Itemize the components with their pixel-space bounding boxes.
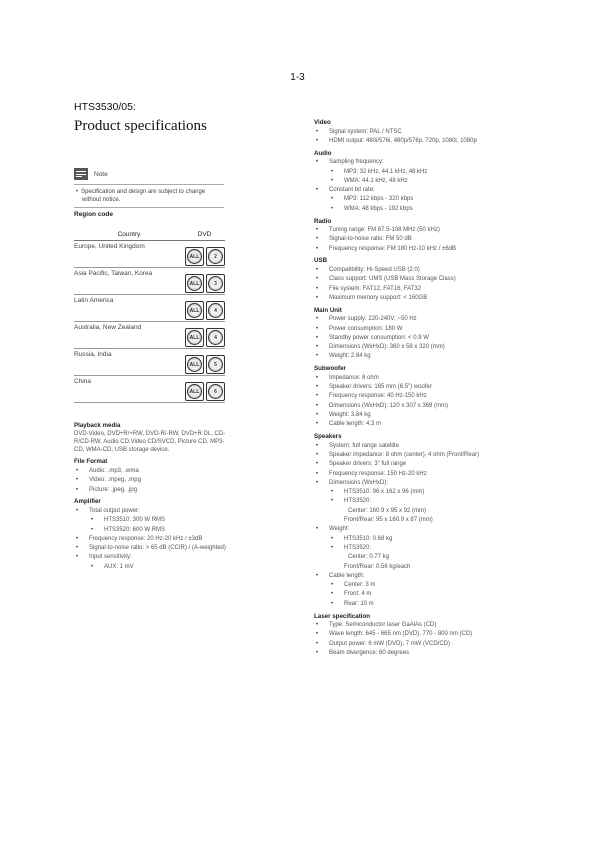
right-specs: [314, 115, 504, 659]
list-item: • Maximum memory support: < 160GB: [314, 295, 504, 303]
region-code-label: ALL: [187, 249, 202, 264]
region-code-label: ALL: [187, 276, 202, 291]
region-row: [74, 268, 225, 295]
list-item: • Dimensions (WxHxD):: [314, 480, 504, 488]
file-format-heading: File Format: [74, 458, 108, 466]
list-item: • Dimensions (WxHxD): 360 x 58 x 320 (mm): [314, 344, 504, 352]
region-code-label: 4: [208, 330, 223, 345]
region-disc-icon: [206, 247, 225, 266]
country-column-header: Country: [117, 230, 141, 238]
region-disc-icon: [206, 355, 225, 374]
region-disc-icon: [185, 355, 204, 374]
main-unit-heading: Main Unit: [314, 306, 342, 314]
page-number: 1-3: [290, 72, 305, 83]
region-row: [74, 322, 225, 349]
list-item: • HDMI output: 480i/576i, 480p/576p, 720p, 1080i, 1080p: [314, 138, 504, 146]
region-code-label: ALL: [187, 303, 202, 318]
region-code-label: 3: [208, 276, 223, 291]
amplifier-list: [74, 508, 234, 572]
region-code-label: ALL: [187, 384, 202, 399]
note-icon: [74, 168, 88, 180]
list-item: • Frequency response: 20 Hz-20 kHz / ±3dB: [74, 536, 234, 544]
list-item: • Power consumption: 180 W: [314, 326, 504, 334]
list-item: • Impedance: 8 ohm: [314, 375, 504, 383]
usb-list: [314, 267, 504, 303]
region-dvd-logos: [184, 241, 225, 267]
region-code-heading: Region code: [74, 211, 114, 218]
region-country: China: [74, 378, 91, 385]
list-item: • HTS3520:: [314, 498, 504, 506]
usb-heading: USB: [314, 257, 328, 265]
list-item: • Sampling frequency:: [314, 159, 504, 167]
list-item: • Wave length: 645 - 665 nm (DVD), 770 - 800 nm (CD): [314, 631, 504, 639]
list-item: • MP3: 32 kHz, 44.1 kHz, 48 kHz: [314, 169, 504, 177]
note-text: • Specification and design are subject to change without notice.: [74, 185, 224, 207]
list-item: • Total output power:: [74, 508, 234, 516]
note-box: [74, 166, 224, 208]
region-code-label: 5: [208, 357, 223, 372]
radio-heading: Radio: [314, 217, 332, 225]
list-item: • Frequency response: FM 180 Hz-10 kHz / ±6dB: [314, 246, 504, 254]
region-country: Europe, United Kingdom: [74, 243, 145, 250]
region-row: [74, 241, 225, 268]
region-disc-icon: [206, 382, 225, 401]
list-item: • HTS3520:: [314, 545, 504, 553]
list-item: • Weight:: [314, 526, 504, 534]
list-item: • Output power: 6 mW (DVD), 7 mW (VCD/CD): [314, 641, 504, 649]
region-disc-icon: [185, 382, 204, 401]
region-row: [74, 295, 225, 322]
laser-list: [314, 622, 504, 658]
subwoofer-list: [314, 375, 504, 429]
subwoofer-heading: Subwoofer: [314, 365, 346, 373]
list-item: • Speaker drivers: 3" full range: [314, 461, 504, 469]
region-country: Australia, New Zealand: [74, 324, 142, 331]
list-item: • Picture: .jpeg, .jpg: [74, 487, 234, 495]
list-item: • Speaker drivers: 165 mm (6.5") woofer: [314, 384, 504, 392]
region-disc-icon: [185, 301, 204, 320]
list-item: Front/Rear: 95 x 160.9 x 87 (mm): [344, 517, 433, 524]
model-number: HTS3530/05:: [74, 101, 136, 113]
list-item: • Dimensions (WxHxD): 120 x 307 x 369 (mm): [314, 403, 504, 411]
list-item: • Beam divergence: 60 degrees: [314, 650, 504, 658]
region-country: Latin America: [74, 297, 114, 304]
region-table-header: [74, 228, 225, 241]
region-code-label: 4: [208, 303, 223, 318]
list-item: • Rear: 10 m: [314, 601, 504, 609]
list-item: • MP3: 112 kbps - 320 kbps: [314, 196, 504, 204]
region-code-label: 6: [208, 384, 223, 399]
video-heading: Video: [314, 119, 331, 126]
region-row: [74, 349, 225, 376]
left-specs: [74, 418, 234, 573]
list-item: • HTS3520: 600 W RMS: [74, 527, 234, 535]
list-item: • WMA: 48 kbps - 192 kbps: [314, 206, 504, 214]
dvd-column-header: DVD: [197, 230, 212, 238]
region-dvd-logos: [184, 322, 225, 348]
list-item: • HTS3510: 300 W RMS: [74, 517, 234, 525]
region-row: [74, 376, 225, 403]
list-item: • System: full range satellite: [314, 443, 504, 451]
region-country: Russia, India: [74, 351, 112, 358]
list-item: Center: 160.9 x 95 x 92 (mm): [348, 507, 427, 514]
laser-heading: Laser specification: [314, 612, 371, 620]
list-item: • Cable length:: [314, 573, 504, 581]
playback-heading: Playback media: [74, 422, 121, 429]
list-item: • HTS3510: 96 x 162 x 96 (mm): [314, 489, 504, 497]
list-item: • Weight: 3.84 kg: [314, 412, 504, 420]
note-label: Note: [94, 170, 108, 178]
list-item: • Compatibility: Hi-Speed USB (2.0): [314, 267, 504, 275]
speakers-heading: Speakers: [314, 433, 342, 441]
region-disc-icon: [206, 328, 225, 347]
region-code-label: ALL: [187, 357, 202, 372]
region-dvd-logos: [184, 268, 225, 294]
list-item: • AUX: 1 mV: [74, 564, 234, 572]
list-item: • HTS3510: 0.68 kg: [314, 536, 504, 544]
region-dvd-logos: [184, 376, 225, 402]
audio-heading: Audio: [314, 149, 332, 157]
list-item: • Signal-to-noise ratio: FM 50 dB: [314, 236, 504, 244]
file-format-list: [74, 468, 234, 494]
region-code-label: 2: [208, 249, 223, 264]
list-item: • Center: 3 m: [314, 582, 504, 590]
page-title: Product specifications: [74, 118, 207, 134]
list-item: Center: 0.77 kg: [348, 554, 390, 561]
list-item: • Standby power consumption: < 0.9 W: [314, 335, 504, 343]
list-item: • Frequency response: 40 Hz-150 kHz: [314, 393, 504, 401]
region-disc-icon: [185, 247, 204, 266]
region-disc-icon: [206, 274, 225, 293]
list-item: • Power supply: 220-240V; ~50 Hz: [314, 316, 504, 324]
playback-text: DVD-Video, DVD+R/+RW, DVD-R/-RW, DVD+R DL, CD-R/CD-RW, Audio CD,Video CD/SVCD, Picture CD, MP3-CD, WMA-CD, USB storage device.: [74, 431, 226, 453]
list-item: • Input sensitivity:: [74, 554, 234, 562]
list-item: Front/Rear: 0.56 kg/each: [344, 563, 411, 570]
speakers-list: [314, 443, 504, 609]
region-code-label: ALL: [187, 330, 202, 345]
list-item: • Tuning range: FM 87.5-108 MHz (50 kHz): [314, 227, 504, 235]
list-item: • Constant bit rate:: [314, 187, 504, 195]
region-dvd-logos: [184, 295, 225, 321]
list-item: • Signal-to-noise ratio: > 65 dB (CCIR) / (A-weighted): [74, 545, 234, 553]
video-list: [314, 129, 504, 146]
list-item: • Audio: .mp3, .wma: [74, 468, 234, 476]
list-item: • Front: 4 m: [314, 591, 504, 599]
region-dvd-logos: [184, 349, 225, 375]
region-disc-icon: [185, 328, 204, 347]
main-unit-list: [314, 316, 504, 361]
region-disc-icon: [206, 301, 225, 320]
amplifier-heading: Amplifier: [74, 498, 101, 506]
list-item: • Weight: 2.84 kg: [314, 353, 504, 361]
region-disc-icon: [185, 274, 204, 293]
list-item: • Video: .mpeg, .mpg: [74, 477, 234, 485]
list-item: • WMA: 44.1 kHz, 48 kHz: [314, 178, 504, 186]
list-item: • Cable length: 4.3 m: [314, 421, 504, 429]
audio-list: [314, 159, 504, 213]
region-country: Asia Pacific, Taiwan, Korea: [74, 270, 153, 277]
list-item: • Class support: UMS (USB Mass Storage Class): [314, 276, 504, 284]
list-item: • Speaker impedance: 8 ohm (center), 4 ohm (Front/Rear): [314, 452, 504, 460]
radio-list: [314, 227, 504, 253]
list-item: • File system: FAT12, FAT16, FAT32: [314, 286, 504, 294]
list-item: • Type: Semiconductor laser GaAlAs (CD): [314, 622, 504, 630]
list-item: • Signal system: PAL / NTSC: [314, 129, 504, 137]
region-table: [74, 228, 225, 403]
list-item: • Frequency response: 150 Hz-20 kHz: [314, 471, 504, 479]
note-header: [74, 166, 224, 182]
